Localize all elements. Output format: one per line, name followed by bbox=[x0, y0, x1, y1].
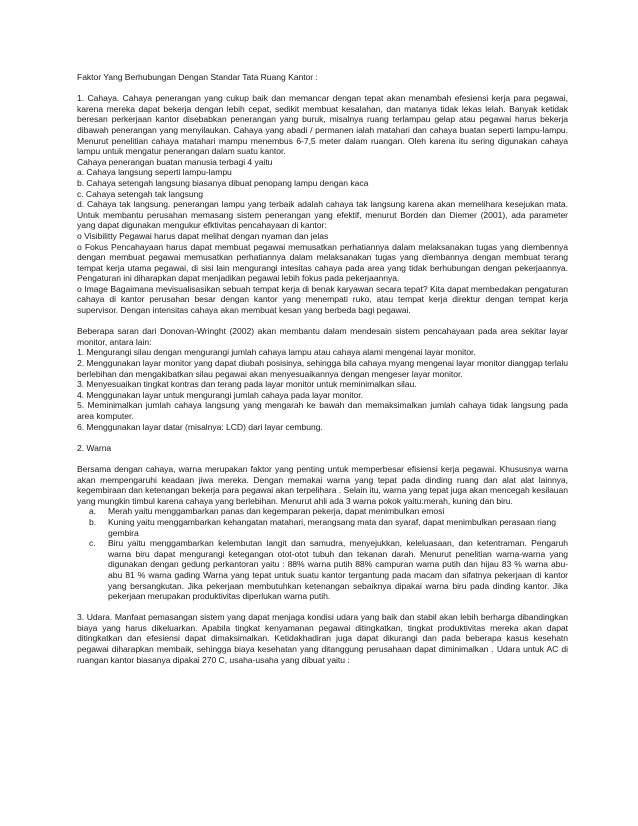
parameter-image: o Image Bagaimana mevisualisasikan sebuah tempat kerja di benak karyawan secara tepat? Kita dapat membedakan pengaturan cahaya di kantor perusahan besar dengan kantor yang menempati ruko, atau tempat kerja direktur dengan tempat kerja supervisor. Dengan intensitas cahaya akan membuat kesan yang berbeda bagi pegawai. bbox=[77, 283, 568, 316]
list-marker: a. bbox=[89, 506, 97, 517]
spacer bbox=[77, 432, 568, 443]
monitor-advice-item: 4. Menggunakan layar untuk mengurangi jumlah cahaya pada layar monitor. bbox=[77, 389, 363, 400]
list-item-text: Merah yaitu menggambarkan panas dan kegemparan pekerja, dapat menimbulkan emosi bbox=[108, 506, 445, 517]
monitor-advice-item: 1. Mengurangi silau dengan mengurangi jumlah cahaya lampu atau cahaya alami mengenai layar monitor. bbox=[77, 347, 476, 358]
parameter-fokus: o Fokus Pencahayaan harus dapat membuat pegawai memusatkan perhatiannya dalam melaksanakan tugas yang diembennya dengan membuat pegawai memusatkan perhatiannya dalam melaksanakan tugas yang diembannya dengan membuat terang tempat kerja utama pegawai, di sisi lain mengurangi intesitas cahaya pada area yang tidak berhubungan dengan pekerjaannya. Pengaturan ini diharapkan dapat menjadikan pegawai lebih fokus pada pekerjaannya. bbox=[77, 241, 568, 284]
section-cahaya-intro: 1. Cahaya. Cahaya penerangan yang cukup baik dan memancar dengan tepat akan menambah efesiensi kerja para pegawai, karena mereka dapat bekerja dengan lebih cepat, sedikit membuat kesalahan, dan matanya tidak lekas lelah. Banyak ketidak beresan perkerjaan kantor disebabkan penerangan yang buruk, misalnya ruang terlampau gelap atau pegawai harus bekerja dibawah penerangan yang menyilaukan. Cahaya yang abadi / permanen ialah matahari dan cahaya buatan seperti lampu-lampu. Menurut penelitian cahaya matahari mampu menembus 6-7,5 meter dalam ruangan. Oleh karena itu sering digunakan cahaya lampu untuk mengatur penerangan dalam suatu kantor. bbox=[77, 93, 568, 157]
section-warna-heading: 2. Warna bbox=[77, 442, 112, 453]
monitor-advice-item: 3. Menyesuaikan tingkat kontras dan terang pada layar monitor untuk meminimalkan silau. bbox=[77, 379, 417, 390]
list-marker: c. bbox=[89, 538, 96, 549]
list-marker: b. bbox=[89, 516, 97, 527]
monitor-advice-item: 6. Menggunakan layar datar (misalnya: LCD) dari layar cembung. bbox=[77, 421, 323, 432]
spacer bbox=[77, 83, 568, 94]
cahaya-type-c: c. Cahaya setengah tak langsung bbox=[77, 188, 204, 199]
list-item-text: Biru yaitu menggambarkan kelembutan langit dan samudra, menyejukkan, keleluasaan, dan ketentraman. Pengaruh warna biru dapat mengurangi ketegangan otot-otot tubuh dan tekanan darah. Menurut penelitian warna-warna yang digunakan dengan gedung perkantoran yaitu : 88% warna putih 88% campuran warna putih dan hijau 83 % warna abu-abu 81 % warna gading Warna yang tepat untuk suatu kantor tergantung pada macam dan sifatnya pekerjaan di kantor yang bersangkutan. Jika pekerjaan membutuhkan ketenangan sebaiknya dipakai warna biru pada dinding kantor. Jika pekerjaan merupakan produktivitas diperlukan warna putih. bbox=[108, 538, 568, 602]
cahaya-type-d: d. Cahaya tak langsung. penerangan lampu yang terbaik adalah cahaya tak langsung karena akan memelihara kesejukan mata. Untuk membantu perusahan memasang sistem penerangan yang efektif, menurut Borden dan Diemer (2001), ada parameter yang dapat digunakan mengukur efktivitas pencahayaan di kantor: bbox=[77, 199, 568, 231]
spacer bbox=[77, 602, 568, 613]
cahaya-type-b: b. Cahaya setengah langsung biasanya dibuat penopang lampu dengan kaca bbox=[77, 177, 369, 188]
document-title: Faktor Yang Berhubungan Dengan Standar Tata Ruang Kantor : bbox=[77, 72, 318, 82]
section-warna-intro: Bersama dengan cahaya, warna merupakan faktor yang penting untuk memperbesar efisiensi kerja pegawai. Khususnya warna akan mempengaruhi keadaan jiwa mereka. Dengan memakai warna yang tepat pada dinding ruang dan alat alat lainnya, kegembiraan dan ketenangan bekerja para pegawai akan terpelihara . Selain itu, warna yang tepat juga akan mencegah kesilauan yang mungkin timbul karena cahaya yang berlebihan. Menurut ahli ada 3 warna pokok yaitu:merah, kuning dan biru. bbox=[77, 463, 568, 506]
monitor-advice-intro: Beberapa saran dari Donovan-Wringht (2002) akan membantu dalam mendesain sistem pencahayaan pada area sekitar layar monitor, antara lain: bbox=[77, 326, 568, 347]
cahaya-types-lead: Cahaya penerangan buatan manusia terbagi 4 yaitu bbox=[77, 156, 273, 167]
warna-list bbox=[77, 506, 568, 601]
section-udara-intro: 3. Udara. Manfaat pemasangan sistem yang dapat menjaga kondisi udara yang baik dan stabil akan lebih berharga dibandingkan biaya yang harus dikeluarkan. Apabila tingkat kenyamanan pegawai ditingkatkan, tingkat produktivitas mereka akan dapat ditingkatkan dan efesiensi dapat dimaksimalkan. Ketidakhadiran juga dapat dikurangi dan pada beberapa kasus kesehatn pegawai diharapkan membaik, sehingga biaya kesehatan yang ditanggung perusahaan dapat diminimalkan . Udara untuk AC di ruangan kantor biasanya dipakai 270 C, usaha-usaha yang dibuat yaitu : bbox=[77, 612, 568, 665]
spacer bbox=[77, 453, 568, 464]
list-item bbox=[89, 506, 568, 517]
monitor-advice-item: 2. Menggunakan layar monitor yang dapat diubah posisinya, sehingga bila cahaya myang mengenai layar monitor dianggap terlalu berlebihan dan mengakibatkan silau pegawai akan menyesuaikannya dengan mengeser layar monitor. bbox=[77, 358, 568, 379]
list-item bbox=[89, 538, 568, 602]
parameter-visibility: o Visibilitty Pegawai harus dapat melihat dengan nyaman dan jelas bbox=[77, 230, 329, 241]
list-item bbox=[89, 517, 568, 538]
monitor-advice-item: 5. Meminimalkan jumlah cahaya langsung yang mengarah ke bawah dan memaksimalkan jumlah cahaya tidak langsung pada area komputer. bbox=[77, 400, 568, 421]
spacer bbox=[77, 316, 568, 327]
cahaya-type-a: a. Cahaya langsung seperti lampu-lampu bbox=[77, 167, 232, 178]
list-item-text: Kuning yaitu menggambarkan kehangatan matahari, merangsang mata dan syaraf, dapat menimbulkan perasaan riang gembira bbox=[108, 516, 556, 538]
